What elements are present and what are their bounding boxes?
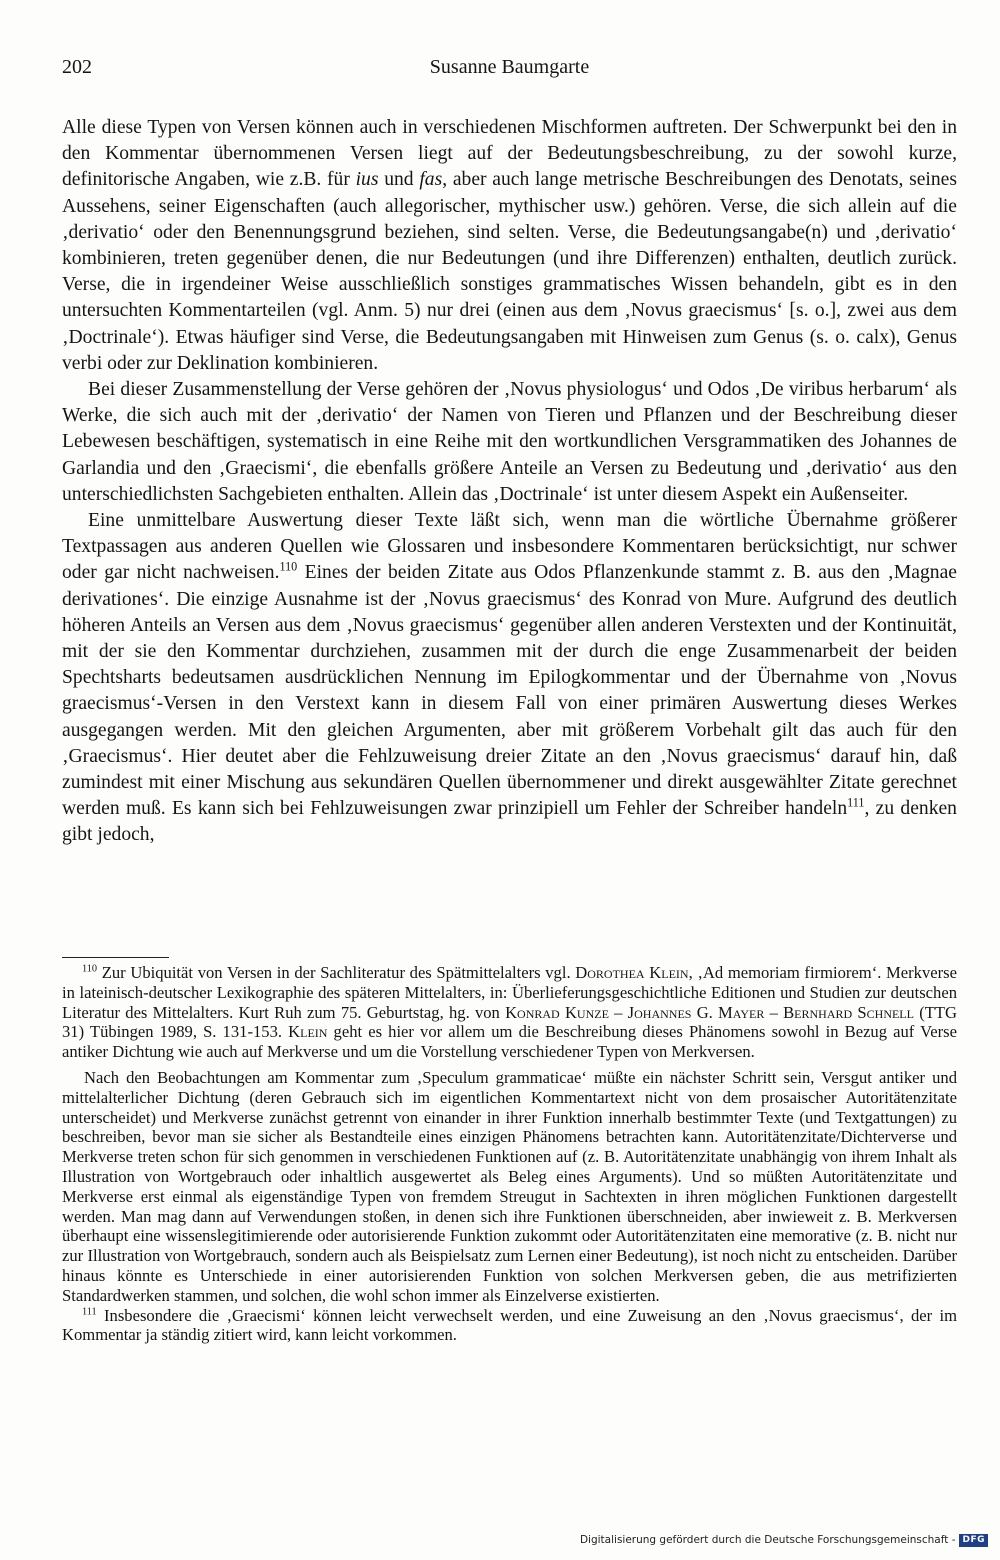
digitization-credit: [580, 1532, 988, 1548]
paragraph-3: Eine unmittelbare Auswertung dieser Texte läßt sich, wenn man die wörtliche Übernahme größerer Textpassagen aus anderen Quellen wie Glossaren und insbesondere Kommentaren berücksichtigt, nur schwer oder gar nicht nachweisen.$^{110}$ Eines der beiden Zitate aus Odos Pflanzenkunde stammt z. B. aus den ‚Magnae derivationes‘. Die einzige Ausnahme ist der ‚Novus graecismus‘ des Konrad von Mure. Aufgrund des deutlich höheren Anteils an Versen aus dem ‚Novus graecismus‘ gegenüber allen anderen Verstexten und der Kontinuität, mit der sie den Kommentar durchziehen, zusammen mit der durch die enge Zusammenarbeit der beiden Spechtsharts bedeutsamen ausdrücklichen Nennung im Epilogkommentar und der Übernahme von ‚Novus graecismus‘-Versen in den Verstext kann in diesem Fall von einer primären Auswertung dieses Werkes ausgegangen werden. Mit den gleichen Argumenten, aber mit größerem Vorbehalt gilt das auch für den ‚Graecismus‘. Hier deutet aber die Fehlzuweisung dreier Zitate an den ‚Novus graecismus‘ darauf hin, daß zumindest mit einer Mischung aus sekundären Quellen übernommener und direkt ausgewählter Zitate gerechnet werden muß. Es kann sich bei Fehlzuweisungen zwar prinzipiell um Fehler der Schreiber handeln$^{111}$, zu denken gibt jedoch,: [62, 510, 957, 846]
footnote-110: $^{110}$ Zur Ubiquität von Versen in der Sachliteratur des Spätmittelalters vgl. Dorothea Klein, ‚Ad memoriam firmiorem‘. Merkverse in lateinisch-deutscher Lexikographie des späteren Mittelalters, in: Überlieferungsgeschichtliche Editionen und Studien zur deutschen Literatur des Mittelalters. Kurt Ruh zum 75. Geburtstag, hg. von Konrad Kunze – Johannes G. Mayer – Bernhard Schnell (TTG 31) Tübingen 1989, S. 131-153. Klein geht es hier vor allem um die Beschreibung dieses Phänomens sowohl in Bezug auf Verse antiker Dichtung wie auch auf Merkverse und um die Vorstellung verschiedener Typen von Merkversen.: [62, 963, 957, 1062]
main-text: [62, 115, 957, 849]
author-name: Dorothea Klein: [575, 963, 689, 982]
footnote-ref-110[interactable]: 110: [279, 559, 298, 574]
footnotes: [62, 963, 957, 1345]
editor-names: Konrad Kunze – Johannes G. Mayer – Bernhard Schnell: [505, 1002, 914, 1022]
footnote-110-continuation: Nach den Beobachtungen am Kommentar zum ‚Speculum grammaticae‘ müßte ein nächster Schritt sein, Versgut antiker und mittelalterlicher Dichtung (deren Gebrauch sich im eigentlichen Kommentartext nicht von dem prosaischer Autoritätenzitate unterscheidet) und Merkverse zunächst getrennt von einander in ihrer Funktion innerhalb bestimmter Texte (und Textgattungen) zu beschreiben, bevor man sie sicher als Bestandteile eines einzigen Phänomens betrachten kann. Autoritätenzitate/Dichterverse und Merkverse treten schon für sich genommen in verschiedenen Funktionen auf (z. B. Autoritätenzitate unabhängig von ihrem Inhalt als Illustration von Wortgebrauch oder inhaltlich ausgewertet als Beleg eines Arguments). Und so müßten Autoritätenzitate und Merkverse erst einmal als eigenständige Typen von fremdem Streugut in Sachtexten in ihren möglichen Funktionen dargestellt werden. Man mag dann auf Verwendungen stoßen, in denen sich ihre Funktionen überschneiden, aber inwieweit z. B. Merkversen überhaupt eine wissenslegitimierende oder autorisierende Funktion zukommt oder Autoritätenzitaten eine memorative (z. B. nicht nur zur Illustration von Wortgebrauch, sondern auch als Beispielsatz zum Lernen einer Bedeutung), ist noch nicht zu entscheiden. Darüber hinaus könnte es Unterschiede in einer autorisierenden Funktion von solchen Merkversen geben, die aus metrifizierten Standardwerken stammen, und solchen, die wohl schon immer als Einzelverse existierten.: [62, 1067, 957, 1305]
paragraph-1: Alle diese Typen von Versen können auch in verschiedenen Mischformen auftreten. Der Schwerpunkt bei den in den Kommentar übernommenen Versen liegt auf der Bedeutungsbeschreibung, zu der sowohl kurze, definitorische Angaben, wie z.B. für ius und fas, aber auch lange metrische Beschreibungen des Denotats, seines Aussehens, seiner Eigenschaften (auch allegorischer, mythischer usw.) gehören. Verse, die sich allein auf die ‚derivatio‘ oder den Benennungsgrund beziehen, sind selten. Verse, die Bedeutungsangabe(n) und ‚derivatio‘ kombinieren, treten gegenüber denen, die nur Bedeutungen (und ihre Differenzen) enthalten, deutlich zurück. Verse, die in irgendeiner Weise ausschließlich sonstiges grammatisches Wissen behandeln, gibt es in den untersuchten Kommentarteilen (vgl. Anm. 5) nur drei (einen aus dem ‚Novus graecismus‘ [s. o.], zwei aus dem ‚Doctrinale‘). Etwas häufiger sind Verse, die Bedeutungsangaben mit Hinweisen zum Genus (s. o. calx), Genus verbi oder zur Deklination kombinieren.: [62, 117, 957, 374]
paragraph-2: Bei dieser Zusammenstellung der Verse gehören der ‚Novus physiologus‘ und Odos ‚De viribus herbarum‘ als Werke, die sich auch mit der ‚derivatio‘ der Namen von Tieren und Pflanzen und der Beschreibung dieser Lebewesen beschäftigen, systematisch in eine Reihe mit den wortkundlichen Versgrammatiken des Johannes de Garlandia und den ‚Graecismi‘, die ebenfalls größere Anteile an Versen zu Bedeutung und ‚derivatio‘ aus den unterschiedlichsten Sachgebieten enthalten. Allein das ‚Doctrinale‘ ist unter diesem Aspekt ein Außenseiter.: [62, 379, 957, 505]
credit-text: Digitalisierung gefördert durch die Deutsche Forschungsgemeinschaft -: [579, 1534, 956, 1546]
footnote-separator: [62, 957, 169, 958]
running-head: Susanne Baumgarte: [429, 56, 590, 78]
dfg-logo: DFG: [959, 1534, 988, 1547]
footnote-ref-111[interactable]: 111: [847, 795, 865, 810]
page-header: [62, 56, 957, 86]
author-name: Klein: [288, 1022, 328, 1042]
page-number: 202: [62, 56, 92, 78]
footnote-111: $^{111}$ Insbesondere die ‚Graecismi‘ können leicht verwechselt werden, und eine Zuweisung an den ‚Novus graecismus‘, der im Kommentar ja ständig zitiert wird, kann leicht vorkommen.: [62, 1305, 957, 1345]
